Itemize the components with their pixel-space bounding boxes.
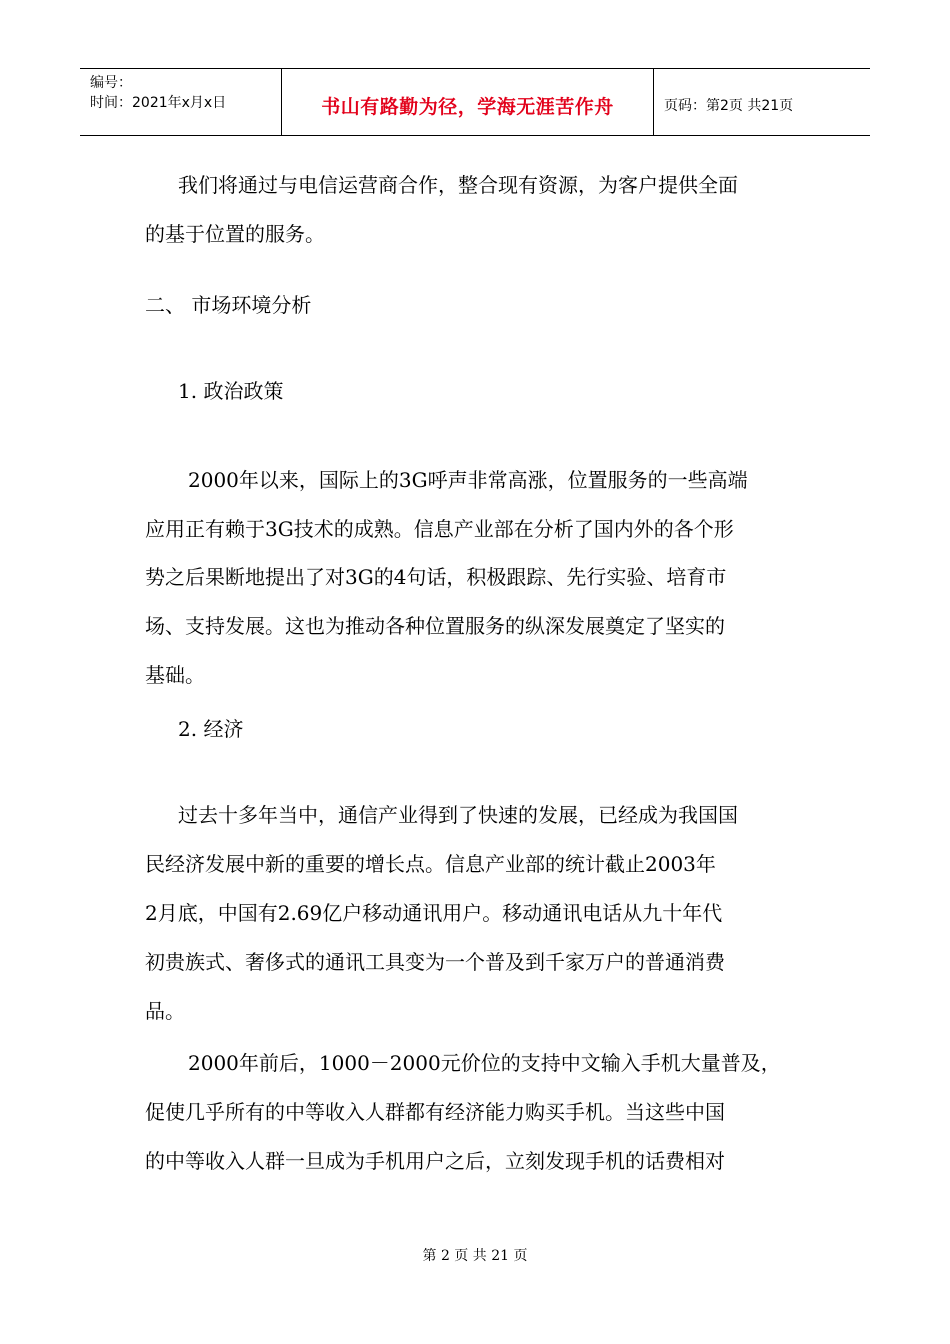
paragraph-line: 的基于位置的服务。 bbox=[145, 222, 325, 246]
paragraph-line: 基础。 bbox=[145, 663, 205, 687]
subsection-heading: 1. 政治政策 bbox=[178, 379, 284, 403]
section-heading: 二、 市场环境分析 bbox=[145, 293, 312, 317]
paragraph-line: 品。 bbox=[145, 999, 185, 1023]
subsection-heading: 2. 经济 bbox=[178, 717, 244, 741]
paragraph-line: 促使几乎所有的中等收入人群都有经济能力购买手机。当这些中国 bbox=[145, 1100, 725, 1124]
paragraph-line: 2月底，中国有2.69亿户移动通讯用户。移动通讯电话从九十年代 bbox=[145, 901, 723, 925]
paragraph-line: 2000年以来，国际上的3G呼声非常高涨，位置服务的一些高端 bbox=[188, 468, 748, 492]
paragraph-line: 过去十多年当中，通信产业得到了快速的发展，已经成为我国国 bbox=[178, 803, 738, 827]
paragraph-line: 势之后果断地提出了对3G的4句话，积极跟踪、先行实验、培育市 bbox=[145, 565, 727, 589]
page-footer: 第 2 页 共 21 页 bbox=[422, 1248, 528, 1264]
paragraph-line: 应用正有赖于3G技术的成熟。信息产业部在分析了国内外的各个形 bbox=[145, 517, 734, 541]
document-number-label: 编号： bbox=[90, 75, 132, 91]
paragraph-line: 场、支持发展。这也为推动各种位置服务的纵深发展奠定了坚实的 bbox=[145, 614, 725, 638]
paragraph-line: 的中等收入人群一旦成为手机用户之后，立刻发现手机的话费相对 bbox=[145, 1149, 725, 1173]
page-header bbox=[80, 68, 870, 136]
paragraph-line: 初贵族式、奢侈式的通讯工具变为一个普及到千家万户的普通消费 bbox=[145, 950, 725, 974]
header-motto: 书山有路勤为径，学海无涯苦作舟 bbox=[282, 69, 654, 135]
paragraph-line: 2000年前后，1000－2000元价位的支持中文输入手机大量普及， bbox=[188, 1051, 781, 1075]
paragraph-line: 我们将通过与电信运营商合作，整合现有资源，为客户提供全面 bbox=[178, 173, 738, 197]
header-page-number: 页码：第2页 共21页 bbox=[664, 98, 794, 114]
document-time-label: 时间：2021年x月x日 bbox=[90, 95, 227, 111]
header-info-cell bbox=[80, 69, 282, 135]
paragraph-line: 民经济发展中新的重要的增长点。信息产业部的统计截止2003年 bbox=[145, 852, 716, 876]
